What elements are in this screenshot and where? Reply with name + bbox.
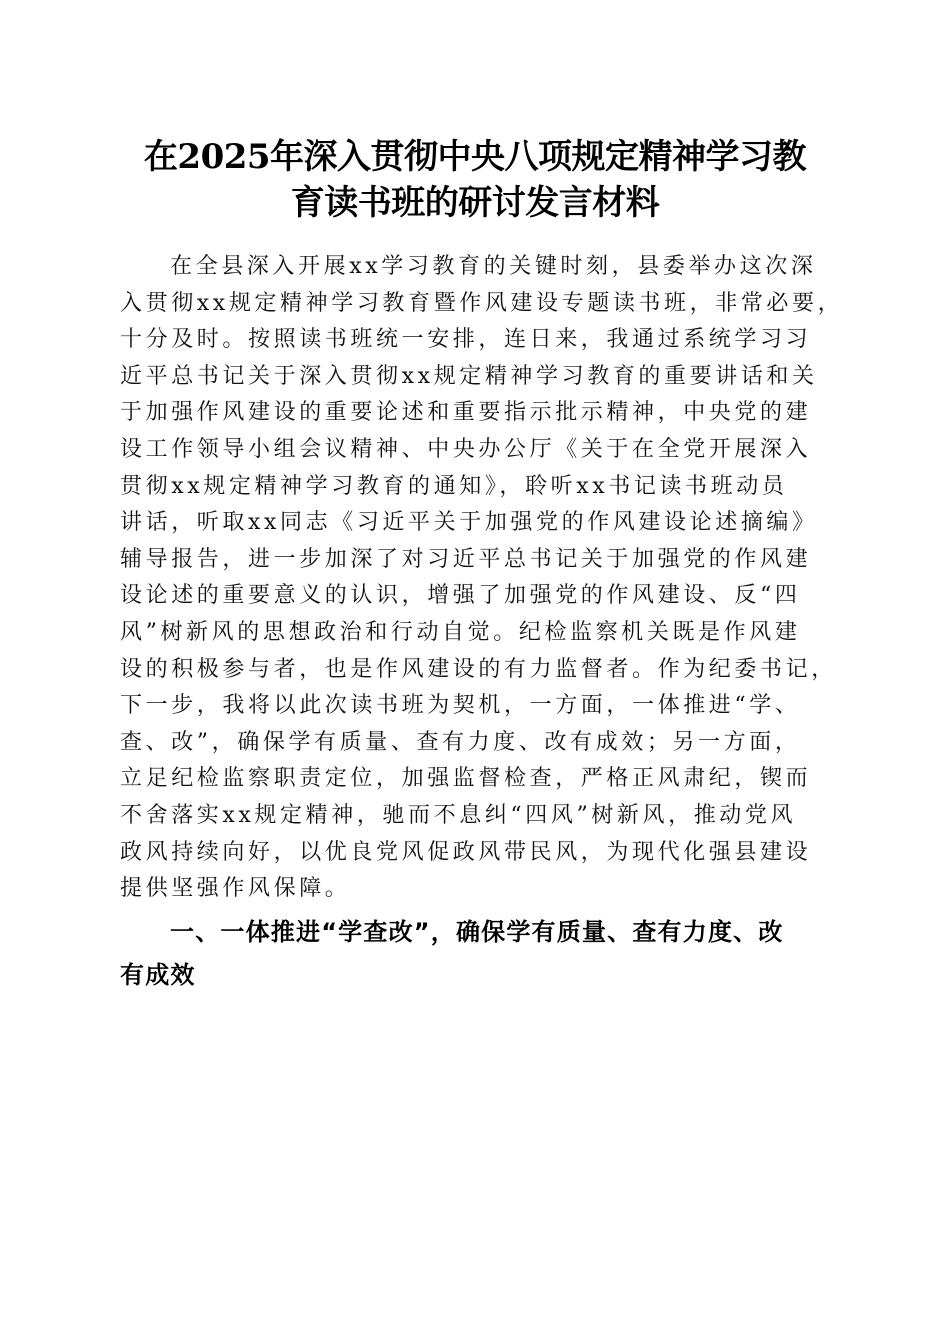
paragraph-line: 于加强作风建设的重要论述和重要指示批示精神，中央党的建 <box>120 400 812 426</box>
paragraph-line: 查、改”，确保学有质量、查有力度、改有成效；另一方面， <box>120 729 801 755</box>
document-body <box>120 249 844 997</box>
paragraph-line: 政风持续向好，以优良党风促政风带民风，为现代化强县建设 <box>120 839 812 865</box>
paragraph-line: 立足纪检监察职责定位，加强监督检查，严格正风肃纪，锲而 <box>120 766 812 792</box>
section-heading-line: 有成效 <box>120 960 196 989</box>
paragraph-line: 风”树新风的思想政治和行动自觉。纪检监察机关既是作风建 <box>120 619 801 645</box>
paragraph-line: 十分及时。按照读书班统一安排，连日来，我通过系统学习习 <box>120 327 812 353</box>
paragraph-line: 设工作领导小组会议精神、中央办公厅《关于在全党开展深入 <box>120 436 812 462</box>
paragraph-line: 设论述的重要意义的认识，增强了加强党的作风建设、反“四 <box>120 583 801 609</box>
paragraph-line: 辅导报告，进一步加深了对习近平总书记关于加强党的作风建 <box>120 546 812 572</box>
paragraph-line: 讲话，听取xx同志《习近平关于加强党的作风建设论述摘编》 <box>120 510 818 536</box>
intro-paragraph <box>120 249 844 908</box>
paragraph-line: 近平总书记关于深入贯彻xx规定精神学习教育的重要讲话和关 <box>120 363 818 389</box>
document-title <box>110 134 840 226</box>
title-line: 育读书班的研讨发言材料 <box>290 183 660 223</box>
section-heading-line: 一、一体推进“学查改”，确保学有质量、查有力度、改 <box>170 917 784 946</box>
paragraph-line: 下一步，我将以此次读书班为契机，一方面，一体推进“学、 <box>120 693 801 719</box>
paragraph-line: 在全县深入开展xx学习教育的关键时刻，县委举办这次深 <box>170 254 817 279</box>
paragraph-line: 提供坚强作风保障。 <box>120 876 351 902</box>
section-heading <box>120 911 840 997</box>
paragraph-line: 入贯彻xx规定精神学习教育暨作风建设专题读书班，非常必要， <box>120 290 844 316</box>
title-line: 在2025年深入贯彻中央八项规定精神学习教 <box>143 137 807 177</box>
paragraph-line: 不舍落实xx规定精神，驰而不息纠“四风”树新风，推动党风 <box>120 802 797 828</box>
paragraph-line: 设的积极参与者，也是作风建设的有力监督者。作为纪委书记， <box>120 656 837 682</box>
paragraph-line: 贯彻xx规定精神学习教育的通知》，聆听xx书记读书班动员 <box>120 473 788 499</box>
